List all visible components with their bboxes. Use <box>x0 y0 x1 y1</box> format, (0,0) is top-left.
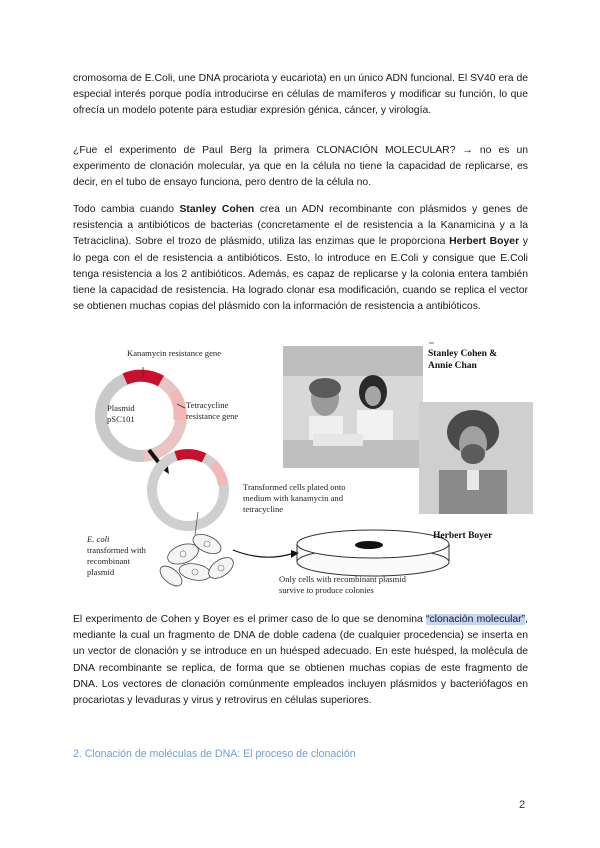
paragraph-cohen-recombinant: Todo cambia cuando Stanley Cohen crea un ADN recombinante con plásmidos y genes de resistencia a antibióticos de bacterias (concretamente el de resistencia a la Kanamicina y a la Tetraciclina). Sobre el trozo de plásmido, utiliza las enzimas que le proporciona Herbert Boyer y lo pega con el de resistencia a antibióticos. Esto, lo introduce en E.Coli y consigue que E.Coli tenga resistencia a los 2 antibióticos. Además, es capaz de replicarse y la colonia entera también tiene la capacidad de resistencia. Ha logrado clonar esa modificación, cuando se replica el vector se obtienen muchas copias del plásmido con la información de resistencia a antibióticos. <box>73 204 529 313</box>
highlighted-term: “clonación molecular” <box>426 614 526 625</box>
ecoli-cells <box>157 530 238 589</box>
caption-cohen: Stanley Cohen & <box>428 349 498 359</box>
ecoli-recombinant-label: recombinant <box>87 556 130 566</box>
ecoli-transformed-label: transformed with <box>87 545 146 555</box>
tetracycline-label: Tetracycline <box>186 400 229 410</box>
transformed-label-3: tetracycline <box>243 504 284 514</box>
photo-cohen-chan <box>283 346 423 468</box>
plate-arrow <box>233 550 291 557</box>
name-stanley-cohen: Stanley Cohen <box>179 204 255 215</box>
name-herbert-boyer: Herbert Boyer <box>449 236 520 248</box>
plate-arrow-head-icon <box>291 550 299 558</box>
ecoli-label: E. coli <box>87 534 110 544</box>
paragraph-first-cloning-question: ¿Fue el experimento de Paul Berg la primera CLONACIÓN MOLECULAR? → no es un experimento de clonación molecular, ya que en la célula no tiene la capacidad de replicarse, es decir, en el tubo de ensayo funciona, pero dentro de la célula no. <box>73 145 528 189</box>
photo-herbert-boyer <box>419 402 533 514</box>
section-heading: 2. Clonación de moléculas de DNA: El proceso de clonación <box>73 748 356 760</box>
cloning-diagram <box>73 340 533 598</box>
colony-spot <box>355 541 383 549</box>
only-cells-label: Only cells with recombinant plasmid <box>279 574 406 584</box>
cloning-figure <box>73 340 533 598</box>
caption-boyer: Herbert Boyer <box>433 531 493 541</box>
survive-label: survive to produce colonies <box>279 585 374 595</box>
tetracycline-gene-label: resistance gene <box>186 411 239 421</box>
ecoli-plasmid-label: plasmid <box>87 567 115 577</box>
tetracycline-gene-segment <box>173 392 179 420</box>
plasmid-label: Plasmid <box>107 403 135 413</box>
psc101-label: pSC101 <box>107 414 135 424</box>
petri-dish <box>297 530 449 576</box>
transformed-label-2: medium with kanamycin and <box>243 493 343 503</box>
recombinant-plasmid <box>152 454 224 526</box>
kanamycin-label: Kanamycin resistance gene <box>127 348 222 358</box>
page-number: 2 <box>519 799 526 811</box>
paragraph-molecular-cloning: El experimento de Cohen y Boyer es el primer caso de lo que se denomina “clonación molecular”, mediante la cual un fragmento de DNA de doble cadena (de cualquier procedencia) se inserta en un vector de clonación y se introduce en un huésped adecuado. En este huésped, la molécula de DNA recombinante se replica, de forma que se obtienen muchas copias de este fragmento de DNA. Los vectores de clonación comúnmente empleados incluyen plásmidos y bacteriófagos en procariotas y levaduras y virus y retrovirus en células superiores. <box>73 614 528 707</box>
transformed-label-1: Transformed cells plated onto <box>243 482 346 492</box>
caption-chan: Annie Chan <box>428 361 477 371</box>
paragraph-berg-sv40: cromosoma de E.Coli, une DNA procariota y eucariota) en un único ADN funcional. El SV40 era de especial interés porque podía introducirse en células de mamíferos y modificar su función, lo que ofrecía un modelo potente para estudiar expresión génica, cáncer, y virología. <box>73 73 528 117</box>
